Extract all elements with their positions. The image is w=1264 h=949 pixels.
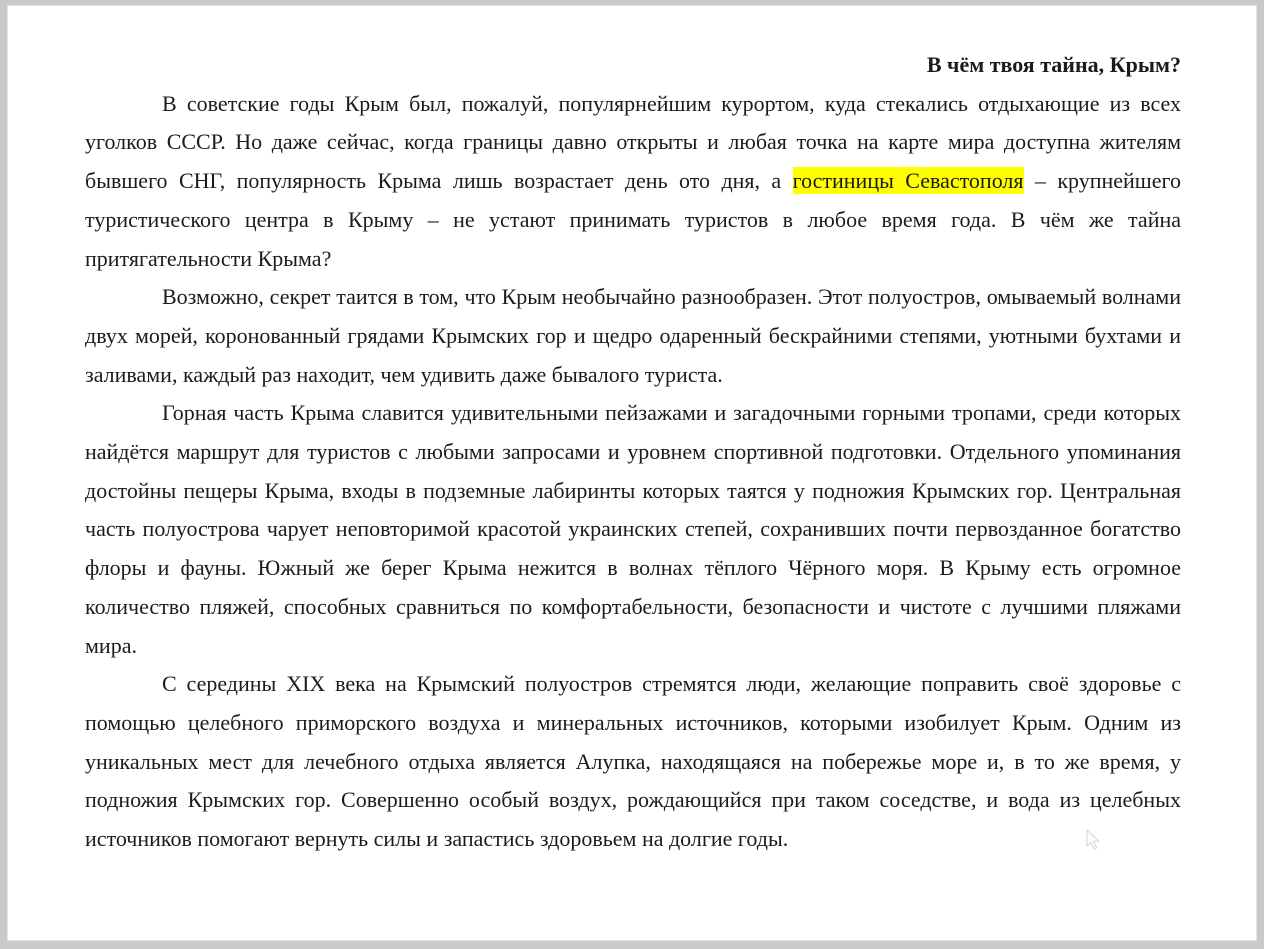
document-content <box>7 5 1257 859</box>
highlighted-phrase: гостиницы Севастополя <box>792 168 1024 194</box>
paragraph-text: Возможно, секрет таится в том, что Крым необычайно разнообразен. Этот полуостров, омываемый волнами двух морей, коронованный грядами Крымских гор и щедро одаренный бескрайними степями, уютными бухтами и заливами, каждый раз находит, чем удивить даже бывалого туриста. <box>85 284 1181 387</box>
paragraph <box>85 394 1181 665</box>
paragraph-text: Горная часть Крыма славится удивительными пейзажами и загадочными горными тропами, среди которых найдётся маршрут для туристов с любыми запросами и уровнем спортивной подготовки. Отдельного упоминания достойны пещеры Крыма, входы в подземные лабиринты которых таятся у подножия Крымских гор. Центральная часть полуострова чарует неповторимой красотой украинских степей, сохранивших почти первозданное богатство флоры и фауны. Южный же берег Крыма нежится в волнах тёплого Чёрного моря. В Крыму есть огромное количество пляжей, способных сравниться по комфортабельности, безопасности и чистоте с лучшими пляжами мира. <box>85 400 1181 658</box>
paragraph <box>85 278 1181 394</box>
paragraph-text: В советские годы Крым был, пожалуй, популярнейшим курортом, куда стекались отдыхающие из всех уголков СССР. Но даже сейчас, когда границы давно открыты и любая точка на карте мира доступна жителям бывшего СНГ, популярность Крыма лишь возрастает день ото дня, а <box>85 90 1181 194</box>
paragraphs <box>85 85 1181 859</box>
paragraph <box>85 665 1181 859</box>
paragraph-text: С середины XIX века на Крымский полуостров стремятся люди, желающие поправить своё здоровье с помощью целебного приморского воздуха и минеральных источников, которыми изобилует Крым. Одним из уникальных мест для лечебного отдыха является Алупка, находящаяся на побережье море и, в то же время, у подножия Крымских гор. Совершенно особый воздух, рождающийся при таком соседстве, и вода из целебных источников помогают вернуть силы и запастись здоровьем на долгие годы. <box>85 671 1181 852</box>
paragraph <box>85 85 1181 279</box>
paragraph-text: – крупнейшего туристического центра в Крыму – не устают принимать туристов в любое время года. В чём же тайна притягательности Крыма? <box>85 168 1181 271</box>
document-title: В чём твоя тайна, Крым? <box>926 52 1181 77</box>
